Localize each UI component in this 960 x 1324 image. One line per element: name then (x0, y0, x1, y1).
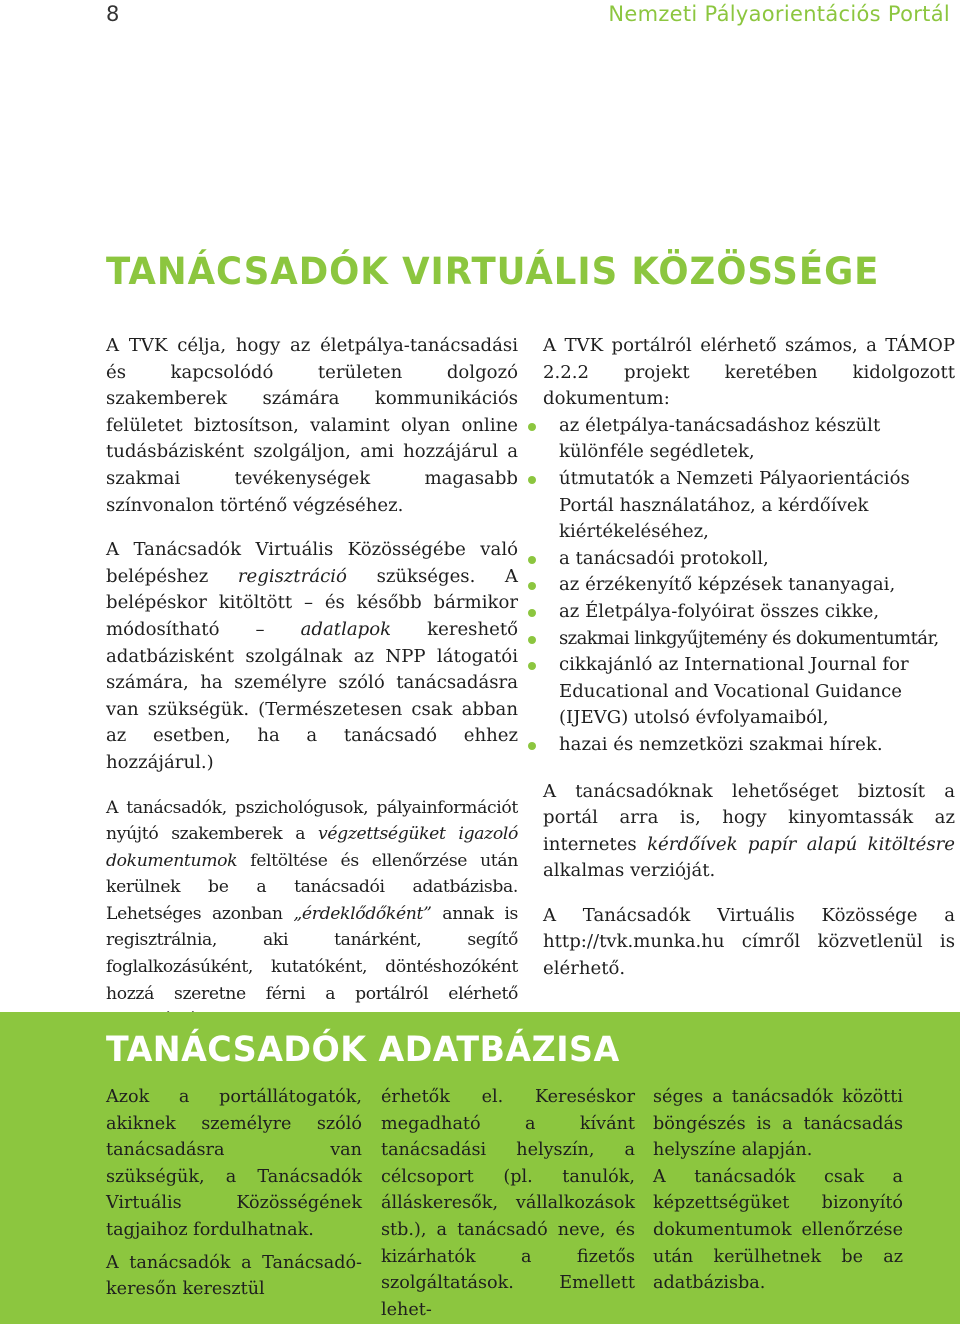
band-paragraph: séges a tanácsadók közötti böngészés is a tanácsadás helyszíne alapján. (653, 1087, 903, 1161)
left-column (106, 333, 518, 1034)
section-title: TANÁCSADÓK VIRTUÁLIS KÖZÖSSÉGE (106, 250, 880, 293)
documents-intro: A TVK portálról elérhető számos, a TÁMOP 2.2.2 projekt keretében kidolgozott dokumentum: (543, 335, 955, 410)
list-item: hazai és nemzetközi szakmai hírek. (543, 732, 955, 759)
text: A tanácsadóknak lehetőséget biztosít a portál arra is, hogy kinyomtassák az internetes (543, 780, 955, 855)
right-column (543, 333, 955, 983)
access-paragraph: A Tanácsadók Virtuális Közössége a http://tvk.munka.hu címről közvetlenül is elérhető. (543, 904, 955, 980)
database-column-1 (106, 1084, 362, 1303)
text: annak is regisztrálnia, aki tanárként, segítő foglalkozásúként, kutatóként, döntéshozóként hozzá szeretne férni a portálról elérhető (106, 903, 518, 1004)
questionnaire-term: kérdőívek papír alapú kitöltésre (647, 833, 955, 855)
text: feltöltése és ellenőrzése után kerülnek be a tanácsadói adatbázisba. Lehetséges azonban (106, 850, 518, 924)
page-number: 8 (106, 2, 120, 26)
text: kereshető adatbázisként szolgálnak az NPP látogatói számára, ha személyre szóló tanácsadásra van szükségük. (Természetesen csak abban az esetben, ha a tanácsadó ehhez hozzájárul.) (106, 618, 518, 773)
text: szükséges. A belépéskor kitöltött – és később bármikor módosítható – (106, 565, 518, 640)
list-item: cikkajánló az International Journal for Educational and Vocational Guidance (IJEVG) utolsó évfolyamaiból, (543, 652, 955, 732)
list-item: az érzékenyítő képzések tananyagai, (543, 572, 955, 599)
portal-name: Nemzeti Pályaorientációs Portál (608, 2, 950, 26)
band-paragraph: Azok a portállátogatók, akiknek személyre szóló tanácsadásra van szükségük, a Tanácsadók Virtuális Közösségének tagjaihoz fordulhatnak. (106, 1087, 362, 1240)
documents-term: végzettségüket igazoló dokumentumok (106, 824, 518, 871)
database-column-2 (381, 1084, 635, 1323)
band-paragraph: érhetők el. Kereséskor megadható a kívánt tanácsadási helyszín, a célcsoport (pl. tanulók, álláskeresők, vállalkozások stb.), a tanácsadó neve, és kizárhatók a fizetős szolgáltatások. Emellett lehet- (381, 1087, 635, 1320)
band-paragraph: A tanácsadók a Tanácsadó-keresőn keresztül (106, 1252, 362, 1300)
documents-list (543, 413, 955, 759)
list-item: a tanácsadói protokoll, (543, 546, 955, 573)
counselor-upload-paragraph (106, 795, 518, 1034)
registration-term: regisztráció (237, 565, 347, 587)
band-paragraph: A tanácsadók csak a képzettségüket bizonyító dokumentumok ellenőrzése után kerülhetnek be az adatbázisba. (653, 1166, 903, 1294)
datasheet-term: adatlapok (300, 618, 392, 640)
interested-term: „érdeklődőként” (293, 903, 432, 924)
print-paragraph (543, 779, 955, 885)
text: A Tanácsadók Virtuális Közösségébe való belépéshez (106, 539, 518, 587)
text: A tanácsadók, pszichológusok, pályainformációt nyújtó szakemberek a (106, 797, 518, 845)
list-item: útmutatók a Nemzeti Pályaorientációs Portál használatához, a kérdőívek kiértékeléséhez, (543, 466, 955, 546)
list-item: az Életpálya-folyóirat összes cikke, (543, 599, 955, 626)
database-title: TANÁCSADÓK ADATBÁZISA (106, 1030, 620, 1070)
text: alkalmas verzióját. (543, 860, 716, 882)
tvk-goal-paragraph: A TVK célja, hogy az életpálya-tanácsadási és kapcsolódó területen dolgozó szakemberek számára kommunikációs felületet biztosítson, valamint olyan online tudásbázisként szolgáljon, ami hozzájárul a szakmai tevékenységek magasabb színvonalon történő végzéséhez. (106, 335, 518, 516)
registration-paragraph (106, 537, 518, 776)
list-item: szakmai linkgyűjtemény és dokumentumtár, (543, 626, 955, 653)
database-column-3 (653, 1084, 903, 1297)
list-item: az életpálya-tanácsadáshoz készült különféle segédletek, (543, 413, 955, 466)
